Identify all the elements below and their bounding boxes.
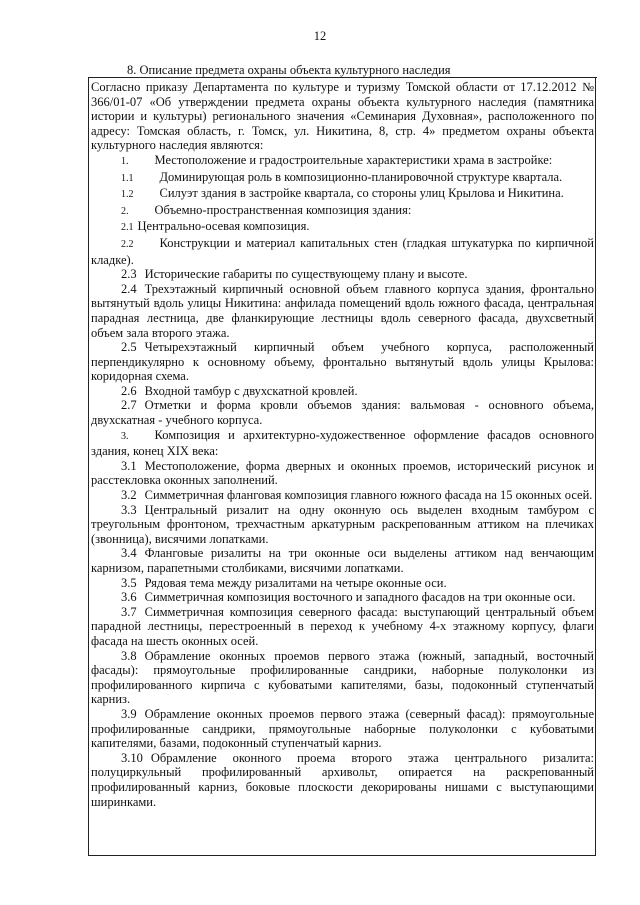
item-number: 3.1 xyxy=(121,458,137,473)
item-text: Трехэтажный кирпичный основной объем главного корпуса здания, фронтально вытянутый вдоль улицы Никитина: анфилада помещений вдоль южного фасада, центральная парадная лестница, две фланкирующие лестницы вдоль северного фасада, двухсветный объем зала второго этажа. xyxy=(91,281,594,340)
item-number: 3.5 xyxy=(121,575,137,590)
item-text: Фланговые ризалиты на три оконные оси выделены аттиком над венчающим карнизом, парапетными столбиками, висячими лопатками. xyxy=(91,546,594,575)
page-number: 12 xyxy=(313,29,327,43)
item-text: Местоположение, форма дверных и оконных проемов, исторический рисунок и расстекловка оконных заполнений. xyxy=(91,458,594,488)
item-text: Силуэт здания в застройке квартала, со стороны улиц Крылова и Никитина. xyxy=(159,186,564,201)
item-number: 1.2 xyxy=(121,189,134,201)
item-text: Местоположение и градостроительные характеристики храма в застройке: xyxy=(154,152,553,167)
list-item xyxy=(91,546,594,575)
list-item xyxy=(91,186,594,203)
list-item xyxy=(91,707,594,751)
item-number: 3.8 xyxy=(121,648,137,663)
list-item xyxy=(91,203,594,220)
item-text: Входной тамбур с двухскатной кровлей. xyxy=(144,383,358,398)
item-text: Симметричная фланговая композиция главного южного фасада на 15 оконных осей. xyxy=(144,488,593,503)
item-number: 3.3 xyxy=(121,502,137,517)
list-item xyxy=(91,590,594,605)
item-text: Отметки и форма кровли объемов здания: вальмовая - основного объема, двухскатная - учебного корпуса. xyxy=(91,398,594,428)
item-text: Обрамление оконных проемов первого этажа (южный, западный, восточный фасады): прямоугольные профилированные сандрики, наборные полуколонки из профилированного кирпича с кубоватыми капителями, базы, подоконный ступенчатый карниз. xyxy=(91,648,594,707)
item-text: Исторические габариты по существующему плану и высоте. xyxy=(144,267,468,282)
item-number: 3.10 xyxy=(121,750,143,765)
item-text: Композиция и архитектурно-художественное оформление фасадов основного здания, конец XIX века: xyxy=(91,427,594,459)
item-number: 2.3 xyxy=(121,267,137,282)
item-number: 1. xyxy=(121,155,129,167)
list-item xyxy=(91,503,594,547)
item-text: Симметричная композиция восточного и западного фасадов на три оконные оси. xyxy=(144,590,576,605)
item-number: 1.1 xyxy=(121,172,134,184)
item-number: 2.5 xyxy=(121,340,137,355)
item-number: 2.2 xyxy=(121,238,134,250)
document-body xyxy=(91,80,594,809)
list-item xyxy=(91,384,594,399)
item-text: Рядовая тема между ризалитами на четыре оконные оси. xyxy=(144,575,447,590)
list-item xyxy=(91,340,594,384)
list-item xyxy=(91,267,594,282)
intro-paragraph: Согласно приказу Департамента по культуре и туризму Томской области от 17.12.2012 № 366/01-07 «Об утверждении предмета охраны объекта культурного наследия (памятника истории и культуры) регионального значения «Семинария Духовная», расположенного по адресу: Томская область, г. Томск, ул. Никитина, 8, стр. 4» предметом охраны объекта культурного наследия являются: xyxy=(91,80,594,153)
list-item xyxy=(91,219,594,236)
list-item xyxy=(91,170,594,187)
item-number: 2.4 xyxy=(121,281,137,296)
item-number: 3.7 xyxy=(121,604,137,619)
item-number: 2. xyxy=(121,205,129,217)
list-item xyxy=(91,751,594,809)
list-item xyxy=(91,398,594,427)
list-item xyxy=(91,282,594,340)
list-item xyxy=(91,153,594,170)
list-item xyxy=(91,576,594,591)
list-item xyxy=(91,488,594,503)
item-number: 3.9 xyxy=(121,706,137,721)
item-number: 3.4 xyxy=(121,546,137,561)
item-text: Четырехэтажный кирпичный объем учебного корпуса, расположенный перпендикулярно к основному объему, фронтально вытянутый вдоль улицы Крылова: коридорная схема. xyxy=(91,340,594,384)
section-title: 8. Описание предмета охраны объекта культурного наследия xyxy=(127,63,451,77)
item-text: Конструкции и материал капитальных стен (гладкая штукатурка по кирпичной кладке). xyxy=(91,235,594,267)
item-list xyxy=(91,153,594,809)
item-text: Симметричная композиция северного фасада: выступающий центральный объем парадной лестницы, перестроенный в переход к учебному 4-х этажному корпусу, флаги фасада на шесть оконных осей. xyxy=(91,604,594,648)
list-item xyxy=(91,605,594,649)
item-number: 2.1 xyxy=(121,222,134,234)
item-text: Обрамление оконного проема второго этажа центрального ризалита: полуциркульный профилированный архивольт, опирается на раскрепованный профилированный карниз, боковые плоскости декорированы нишами с выступающими ширинками. xyxy=(91,750,594,809)
list-item xyxy=(91,459,594,488)
item-number: 3. xyxy=(121,430,129,442)
item-number: 2.7 xyxy=(121,398,137,413)
item-number: 2.6 xyxy=(121,383,137,398)
item-text: Объемно-пространственная композиция здания: xyxy=(154,202,412,217)
item-number: 3.2 xyxy=(121,488,137,503)
list-item xyxy=(91,649,594,707)
list-item xyxy=(91,236,594,267)
list-item xyxy=(91,428,594,459)
item-text: Доминирующая роль в композиционно-планировочной структуре квартала. xyxy=(159,169,563,184)
item-text: Центрально-осевая композиция. xyxy=(137,219,310,234)
item-number: 3.6 xyxy=(121,590,137,605)
item-text: Обрамление оконных проемов первого этажа (северный фасад): прямоугольные профилированные сандрики, прямоугольные наборные полуколонки с кубоватыми капителями, базами, подоконный ступенчатый карниз. xyxy=(91,706,594,751)
item-text: Центральный ризалит на одну оконную ось выделен входным тамбуром с треугольным фронтоном, трехчастным аркатурным раскрепованным аттиком на плечиках (звонница), висячими лопатками. xyxy=(91,502,594,546)
